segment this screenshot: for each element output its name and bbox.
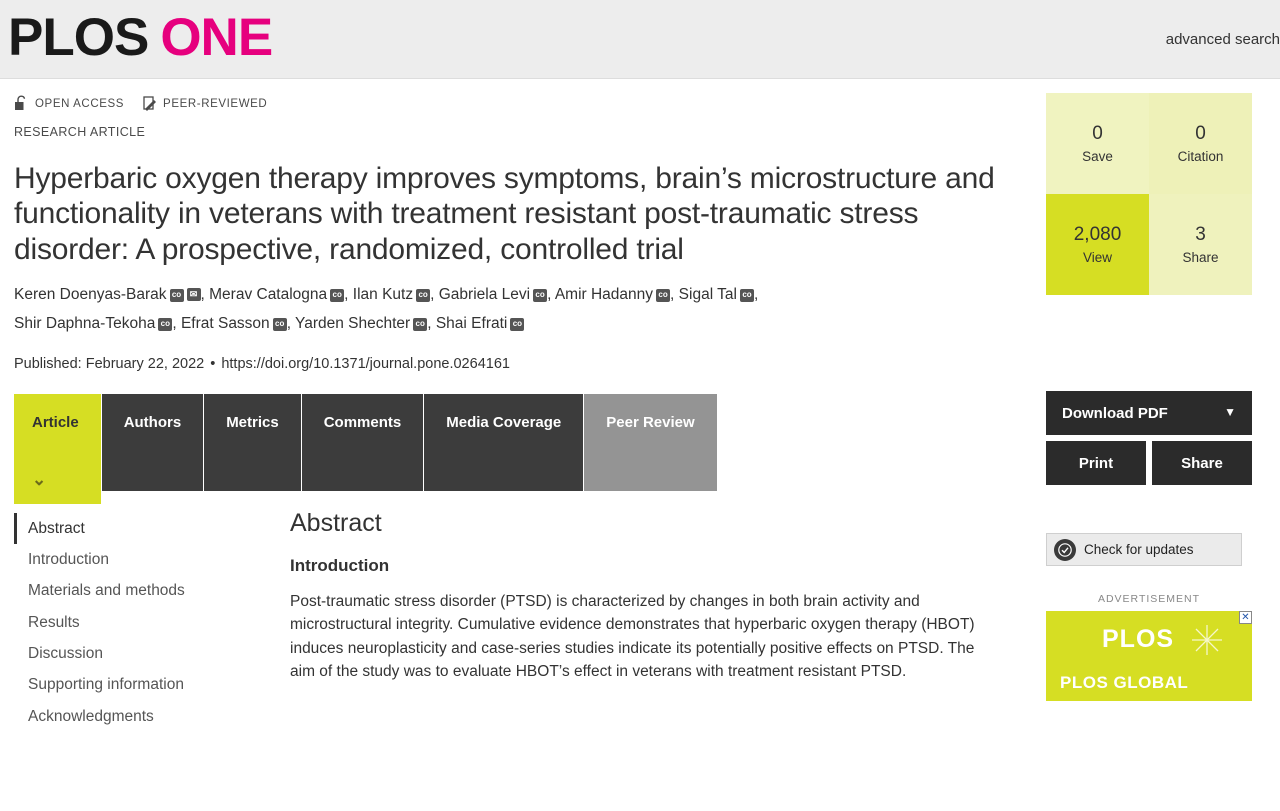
open-lock-icon [14, 95, 29, 112]
author-item: Yarden Shechter co , [295, 314, 436, 332]
author-list [14, 281, 994, 338]
author-name[interactable]: Shai Efrati [435, 314, 508, 332]
download-pdf-label: Download PDF [1062, 404, 1168, 422]
metric-citation[interactable] [1149, 93, 1252, 194]
advertisement-label: ADVERTISEMENT [1097, 593, 1201, 605]
metric-save[interactable] [1046, 93, 1149, 194]
doi-link[interactable]: https://doi.org/10.1371/journal.pone.0264161 [221, 355, 510, 372]
author-contrib-tag[interactable]: co [273, 318, 287, 331]
toc-item-acknowledgments[interactable]: Acknowledgments [28, 707, 154, 725]
sparkle-icon [1190, 623, 1224, 657]
article-badges [14, 95, 1014, 112]
author-name[interactable]: Gabriela Levi [438, 286, 531, 304]
metric-value: 3 [1195, 224, 1206, 245]
abstract-heading: Abstract [290, 508, 382, 537]
toc-item-discussion[interactable]: Discussion [28, 645, 103, 663]
chevron-down-icon: ⌄ [32, 469, 47, 489]
metric-view[interactable] [1046, 194, 1149, 295]
metric-label: Citation [1177, 149, 1224, 164]
author-contrib-tag[interactable]: co [510, 318, 524, 331]
author-contrib-tag[interactable]: co [413, 318, 427, 331]
action-buttons [1046, 391, 1252, 485]
author-item: Sigal Tal co , [678, 286, 759, 304]
author-email-icon[interactable]: ✉ [187, 288, 201, 301]
author-name[interactable]: Merav Catalogna [209, 286, 328, 304]
author-contrib-tag[interactable]: co [740, 289, 754, 302]
metric-label: View [1082, 250, 1113, 265]
check-for-updates-button[interactable] [1046, 533, 1242, 566]
tab-label: Metrics [226, 413, 279, 431]
advanced-search-link[interactable]: advanced search [1165, 30, 1280, 48]
author-item: Shir Daphna-Tekoha co , [14, 314, 181, 332]
content-area [0, 79, 1280, 732]
author-contrib-tag[interactable]: co [170, 289, 184, 302]
metric-label: Share [1182, 250, 1219, 265]
advertisement-banner[interactable] [1046, 611, 1252, 701]
author-item: Gabriela Levi co , [438, 286, 555, 304]
tab-label: Comments [323, 413, 402, 431]
author-contrib-tag[interactable]: co [330, 289, 344, 302]
author-item: Efrat Sasson co , [180, 314, 296, 332]
main-column [14, 79, 1014, 732]
author-contrib-tag[interactable]: co [533, 289, 547, 302]
author-item: Keren Doenyas-Barak co ✉ , [14, 286, 210, 304]
page-title: Hyperbaric oxygen therapy improves symptoms, brain’s microstructure and functionality in veterans with treatment resistant post-traumatic stress disorder: A prospective, randomized, controlled trial [14, 162, 995, 266]
plos-one-logo[interactable] [8, 7, 273, 68]
toc-item-supporting-information[interactable]: Supporting information [28, 676, 184, 694]
logo-plos-text: PLOS [8, 7, 149, 67]
ad-tagline-text: PLOS GLOBAL [1060, 673, 1189, 692]
download-pdf-button[interactable] [1046, 391, 1252, 435]
author-name[interactable]: Sigal Tal [678, 286, 737, 304]
article-type-label: RESEARCH ARTICLE [14, 125, 146, 139]
author-name[interactable]: Keren Doenyas-Barak [14, 286, 167, 304]
ad-brand-text: PLOS [1102, 625, 1175, 653]
author-name[interactable]: Efrat Sasson [180, 314, 270, 332]
tab-label: Peer Review [606, 413, 695, 431]
metrics-panel [1046, 93, 1252, 295]
toc-item-materials-and-methods[interactable]: Materials and methods [28, 582, 185, 600]
author-name[interactable]: Yarden Shechter [295, 314, 411, 332]
open-access-badge [14, 95, 124, 112]
author-contrib-tag[interactable]: co [656, 289, 670, 302]
author-name[interactable]: Shir Daphna-Tekoha [14, 314, 156, 332]
site-header [0, 0, 1280, 79]
article-tabs [14, 394, 987, 491]
abstract-paragraph: Post-traumatic stress disorder (PTSD) is characterized by changes in both brain activity and microstructural integrity. Cumulative evidence demonstrates that hyperbaric oxygen therapy (HBOT) induces neuroplasticity and case-series studies indicate its potentially positive effects on PTSD. The aim of the study was to evaluate HBOT’s effect in veterans with treatment resistant PTSD. [290, 592, 975, 681]
share-button[interactable]: Share [1152, 441, 1252, 485]
publication-info [14, 356, 1014, 372]
abstract-subheading: Introduction [290, 555, 390, 575]
metric-label: Save [1082, 149, 1113, 164]
tab-media-coverage[interactable] [424, 394, 584, 491]
metric-share[interactable] [1149, 194, 1252, 295]
author-name[interactable]: Ilan Kutz [352, 286, 414, 304]
author-contrib-tag[interactable]: co [158, 318, 172, 331]
toc-item-results[interactable]: Results [28, 613, 80, 631]
author-contrib-tag[interactable]: co [416, 289, 430, 302]
abstract-section [261, 491, 981, 733]
pubinfo-separator: • [210, 355, 216, 372]
print-button[interactable]: Print [1046, 441, 1146, 485]
table-of-contents [14, 491, 261, 733]
author-item: Ilan Kutz co , [352, 286, 439, 304]
author-item [436, 315, 525, 332]
tab-label: Authors [123, 413, 182, 431]
published-date: Published: February 22, 2022 [14, 355, 205, 372]
logo-one-text: ONE [160, 7, 273, 67]
tab-authors[interactable] [102, 394, 205, 491]
tab-article[interactable] [14, 394, 102, 504]
secondary-action-row [1046, 441, 1252, 485]
peer-reviewed-label: PEER-REVIEWED [163, 97, 268, 110]
peer-reviewed-badge [142, 95, 267, 112]
peer-review-icon [142, 95, 157, 112]
tab-peer-review[interactable] [584, 394, 717, 491]
close-icon[interactable]: ✕ [1239, 611, 1252, 624]
author-name[interactable]: Amir Hadanny [554, 286, 654, 304]
tab-label: Media Coverage [446, 413, 562, 431]
author-item: Merav Catalogna co , [209, 286, 353, 304]
tab-comments[interactable] [302, 394, 425, 491]
metric-value: 0 [1092, 123, 1103, 144]
toc-item-abstract[interactable]: Abstract [14, 513, 261, 544]
tab-metrics[interactable] [204, 394, 302, 491]
chevron-down-icon: ▼ [1224, 405, 1236, 419]
article-body [14, 491, 1014, 733]
check-for-updates-label: Check for updates [1084, 542, 1194, 557]
metric-value: 0 [1195, 123, 1206, 144]
tab-label: Article [32, 413, 79, 431]
toc-item-introduction[interactable]: Introduction [28, 550, 109, 568]
sidebar [1014, 79, 1280, 732]
open-access-label: OPEN ACCESS [35, 97, 125, 110]
crossmark-icon [1054, 539, 1076, 561]
metric-value: 2,080 [1073, 224, 1122, 245]
author-item: Amir Hadanny co , [554, 286, 679, 304]
